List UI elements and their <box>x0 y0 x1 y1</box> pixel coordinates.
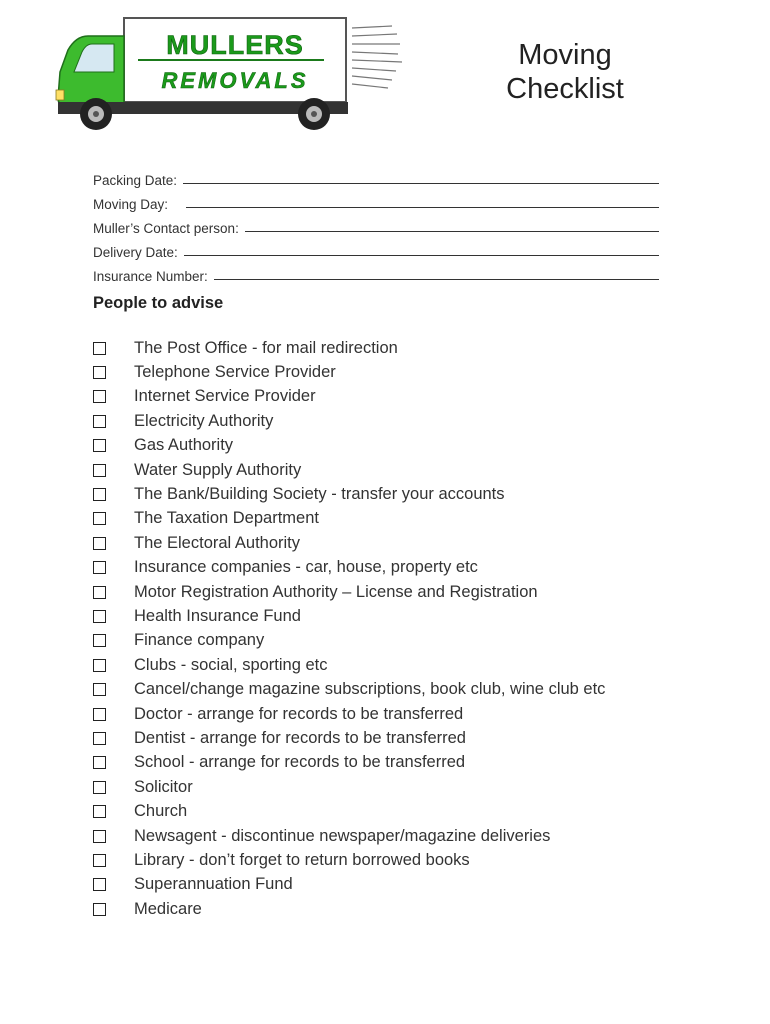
checklist-item-label: Doctor - arrange for records to be transferred <box>134 704 464 723</box>
checklist-item-label: Church <box>134 802 188 821</box>
checklist-item <box>93 653 605 677</box>
logo-line1: MULLERS <box>166 30 304 60</box>
checkbox[interactable] <box>93 634 106 647</box>
checklist-item-label: Library - don’t forget to return borrowed books <box>134 850 470 869</box>
checklist-item-label: Health Insurance Fund <box>134 606 301 625</box>
speed-lines <box>352 26 402 88</box>
checklist-item <box>93 531 605 555</box>
checklist-item <box>93 482 605 506</box>
checklist-item-label: Newsagent - discontinue newspaper/magazine deliveries <box>134 826 551 845</box>
checklist-item-label: Motor Registration Authority – License and Registration <box>134 582 538 601</box>
checklist-item-label: Insurance companies - car, house, property etc <box>134 558 478 577</box>
checkbox[interactable] <box>93 439 106 452</box>
checkbox[interactable] <box>93 586 106 599</box>
checklist-item-label: The Electoral Authority <box>134 533 300 552</box>
checklist-item <box>93 458 605 482</box>
checklist-item-label: Telephone Service Provider <box>134 363 336 382</box>
checklist-item <box>93 726 605 750</box>
checklist-item-label: The Bank/Building Society - transfer your accounts <box>134 485 505 504</box>
fill-in-line[interactable] <box>245 230 659 232</box>
checkbox[interactable] <box>93 415 106 428</box>
checklist-item-label: Cancel/change magazine subscriptions, book club, wine club etc <box>134 680 606 699</box>
title-line2: Checklist <box>506 73 624 105</box>
checklist-item <box>93 775 605 799</box>
packing-date-field <box>93 164 659 188</box>
checklist-item <box>93 897 605 921</box>
checkbox[interactable] <box>93 732 106 745</box>
checklist-item-label: Clubs - social, sporting etc <box>134 655 328 674</box>
checklist-item <box>93 629 605 653</box>
checklist-item-label: Dentist - arrange for records to be transferred <box>134 728 466 747</box>
fill-in-line[interactable] <box>186 206 659 208</box>
checklist-item-label: Gas Authority <box>134 436 234 455</box>
page-title <box>498 38 632 106</box>
checklist-item-label: The Taxation Department <box>134 509 319 528</box>
fill-in-line[interactable] <box>183 182 659 184</box>
checklist-item <box>93 677 605 701</box>
checkbox[interactable] <box>93 878 106 891</box>
fill-in-line[interactable] <box>184 254 659 256</box>
checklist-item <box>93 848 605 872</box>
checklist-item <box>93 336 605 360</box>
checkbox[interactable] <box>93 659 106 672</box>
checklist-item <box>93 507 605 531</box>
delivery-date-field <box>93 236 659 260</box>
checklist-item-label: Superannuation Fund <box>134 875 293 894</box>
checklist-item <box>93 360 605 384</box>
rear-wheel <box>298 98 330 130</box>
front-wheel <box>80 98 112 130</box>
title-line1: Moving <box>518 39 612 71</box>
checklist-item <box>93 604 605 628</box>
checklist-item <box>93 824 605 848</box>
checkbox[interactable] <box>93 561 106 574</box>
checklist-item <box>93 409 605 433</box>
details-form <box>93 164 659 284</box>
logo-line2: REMOVALS <box>161 68 309 93</box>
field-label: Insurance Number: <box>93 269 208 284</box>
checkbox[interactable] <box>93 342 106 355</box>
mullers-removals-logo <box>52 14 412 136</box>
contact-person-field <box>93 212 659 236</box>
moving-day-field <box>93 188 659 212</box>
checklist-item-label: Finance company <box>134 631 265 650</box>
field-label: Moving Day: <box>93 197 169 212</box>
checkbox[interactable] <box>93 830 106 843</box>
fill-in-line[interactable] <box>214 278 659 280</box>
checklist-item-label: Internet Service Provider <box>134 387 316 406</box>
insurance-number-field <box>93 260 659 284</box>
checkbox[interactable] <box>93 488 106 501</box>
checkbox[interactable] <box>93 610 106 623</box>
checkbox[interactable] <box>93 537 106 550</box>
people-to-advise-checklist <box>93 336 605 921</box>
checklist-item <box>93 580 605 604</box>
checklist-item-label: Electricity Authority <box>134 411 274 430</box>
checklist-item <box>93 873 605 897</box>
checklist-item-label: Medicare <box>134 899 202 918</box>
checkbox[interactable] <box>93 366 106 379</box>
checklist-item <box>93 434 605 458</box>
checkbox[interactable] <box>93 756 106 769</box>
checklist-item-label: School - arrange for records to be transferred <box>134 753 466 772</box>
checklist-item <box>93 385 605 409</box>
field-label: Muller’s Contact person: <box>93 221 239 236</box>
checkbox[interactable] <box>93 903 106 916</box>
checkbox[interactable] <box>93 683 106 696</box>
checklist-item-label: The Post Office - for mail redirection <box>134 338 398 357</box>
section-heading: People to advise <box>93 294 224 312</box>
checkbox[interactable] <box>93 512 106 525</box>
checklist-item <box>93 751 605 775</box>
checkbox[interactable] <box>93 781 106 794</box>
checklist-item <box>93 799 605 823</box>
checkbox[interactable] <box>93 390 106 403</box>
checkbox[interactable] <box>93 708 106 721</box>
checklist-item <box>93 702 605 726</box>
checklist-item <box>93 556 605 580</box>
field-label: Packing Date: <box>93 173 178 188</box>
checklist-item-label: Solicitor <box>134 777 193 796</box>
truck-icon <box>52 14 412 136</box>
checklist-item-label: Water Supply Authority <box>134 460 302 479</box>
checkbox[interactable] <box>93 854 106 867</box>
field-label: Delivery Date: <box>93 245 178 260</box>
checkbox[interactable] <box>93 805 106 818</box>
checkbox[interactable] <box>93 464 106 477</box>
